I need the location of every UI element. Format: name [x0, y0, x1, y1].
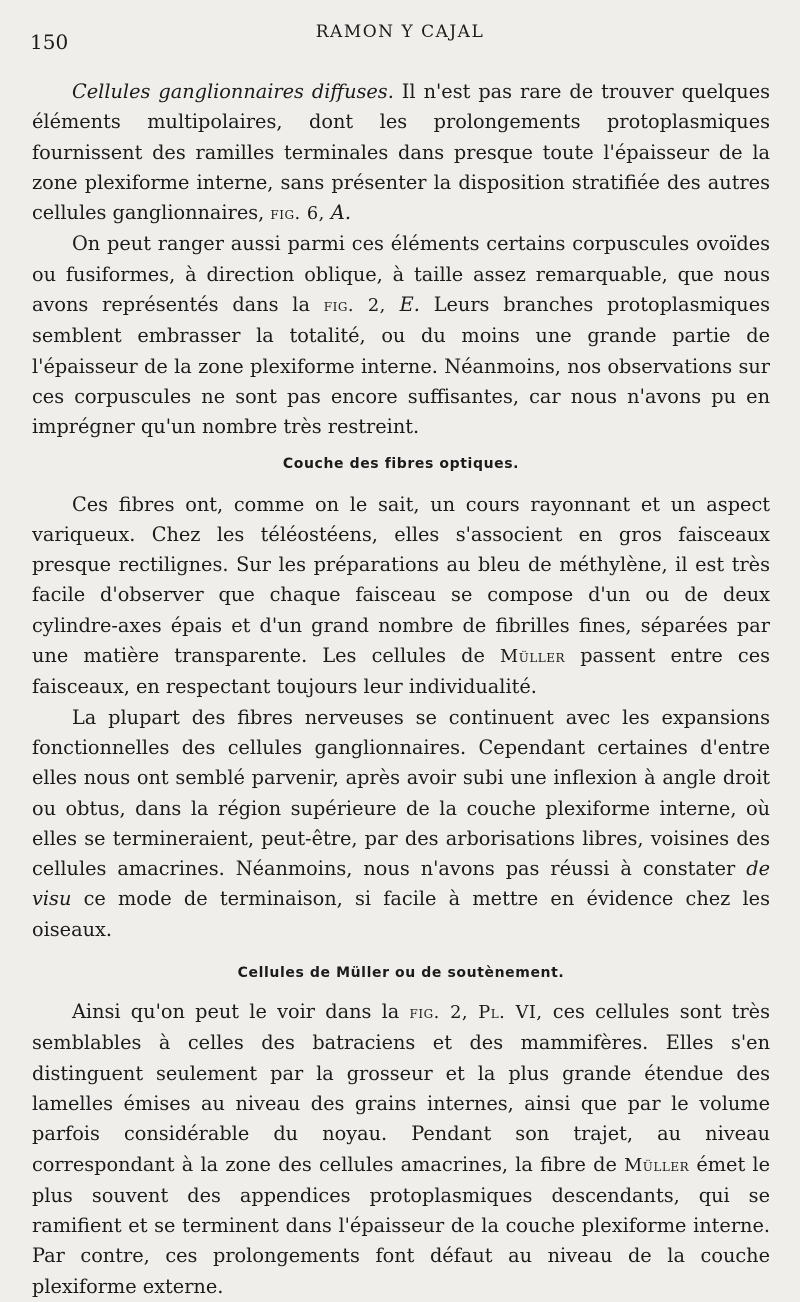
figure-letter: A. — [330, 201, 351, 225]
section-heading: Cellules de Müller ou de soutènement. — [237, 965, 565, 982]
paragraph-text: passent entre ces faisceaux, en respectant toujours leur individualité. — [32, 644, 770, 699]
figure-letter: E. — [399, 293, 420, 317]
figure-reference: fig. 2, — [409, 1003, 469, 1024]
paragraph-text: Leurs branches protoplasmiques semblent embrasser la totalité, ou du moins une grande partie de l'épaisseur de la zone plexiforme interne. Néanmoins, nos observations sur ces corpuscules ne sont pas encore suffisantes, car nous n'avons pu en imprégner qu'un nombre très restreint. — [32, 293, 770, 439]
author-name: Müller — [624, 1155, 690, 1176]
author-name: Müller — [500, 647, 566, 668]
page-body — [32, 77, 770, 1302]
paragraph-text: ces cellules sont très semblables à celles des batraciens et des mammifères. Elles s'en distinguent seulement par la grosseur et la plus grande étendue des lamelles émises au niveau des grains internes, ainsi que par le volume parfois considérable du noyau. Pendant son trajet, au niveau correspondant à la zone des cellules amacrines, la fibre de — [32, 1000, 770, 1176]
paragraph-ovoid-corpuscles — [32, 229, 770, 442]
latin-phrase: de visu — [32, 857, 770, 911]
paragraph-nerve-fibres — [32, 703, 770, 945]
paragraph-muller-cells — [32, 997, 770, 1302]
paragraph-text: Ces fibres ont, comme on le sait, un cours rayonnant et un aspect variqueux. Chez les téléostéens, elles s'associent en gros faisceaux presque rectilignes. Sur les préparations au bleu de méthylène, il est très facile d'observer que chaque faisceau se compose d'un ou de deux cylindre-axes épais et d'un grand nombre de fibrilles fines, séparées par une matière transparente. Les cellules de — [32, 492, 770, 668]
running-title: RAMON Y CAJAL — [315, 22, 485, 42]
paragraph-text: On peut ranger aussi parmi ces éléments certains corpuscules ovoïdes ou fusiformes, à direction oblique, à taille assez remarquable, que nous avons représentés dans la — [32, 232, 770, 317]
section-heading: Couche des fibres optiques. — [282, 455, 520, 472]
paragraph-text: Il n'est pas rare de trouver quelques éléments multipolaires, dont les prolongements protoplasmiques fournissent des ramilles terminales dans presque toute l'épaisseur de la zone plexiforme interne, sans présenter la disposition stratifiée des autres cellules ganglionnaires, — [32, 80, 770, 225]
figure-reference: fig. 2, — [323, 296, 386, 317]
plate-reference: Pl. VI, — [478, 1003, 543, 1024]
paragraph-text: ce mode de terminaison, si facile à mettre en évidence chez les oiseaux. — [32, 887, 770, 941]
paragraph-text: La plupart des fibres nerveuses se continuent avec les expansions fonctionnelles des cellules ganglionnaires. Cependant certaines d'entre elles nous ont semblé parvenir, après avoir subi une inflexion à angle droit ou obtus, dans la région supérieure de la couche plexiforme interne, où elles se termineraient, peut-être, par des arborisations libres, voisines des cellules amacrines. Néanmoins, nous n'avons pas réussi à constater — [32, 705, 770, 881]
section-lead: Cellules ganglionnaires diffuses. — [72, 80, 394, 103]
paragraph-text: Ainsi qu'on peut le voir dans la — [72, 1000, 410, 1024]
figure-reference: fig. 6, — [270, 204, 325, 225]
page-number: 150 — [30, 30, 69, 54]
paragraph-text: émet le plus souvent des appendices protoplasmiques descendants, qui se ramifient et se terminent dans l'épaisseur de la couche plexiforme interne. Par contre, ces prolongements font défaut au niveau de la couche plexiforme externe. — [32, 1152, 770, 1298]
paragraph-optic-fibres — [32, 490, 770, 703]
paragraph-diffuse-ganglion-cells — [32, 77, 770, 229]
